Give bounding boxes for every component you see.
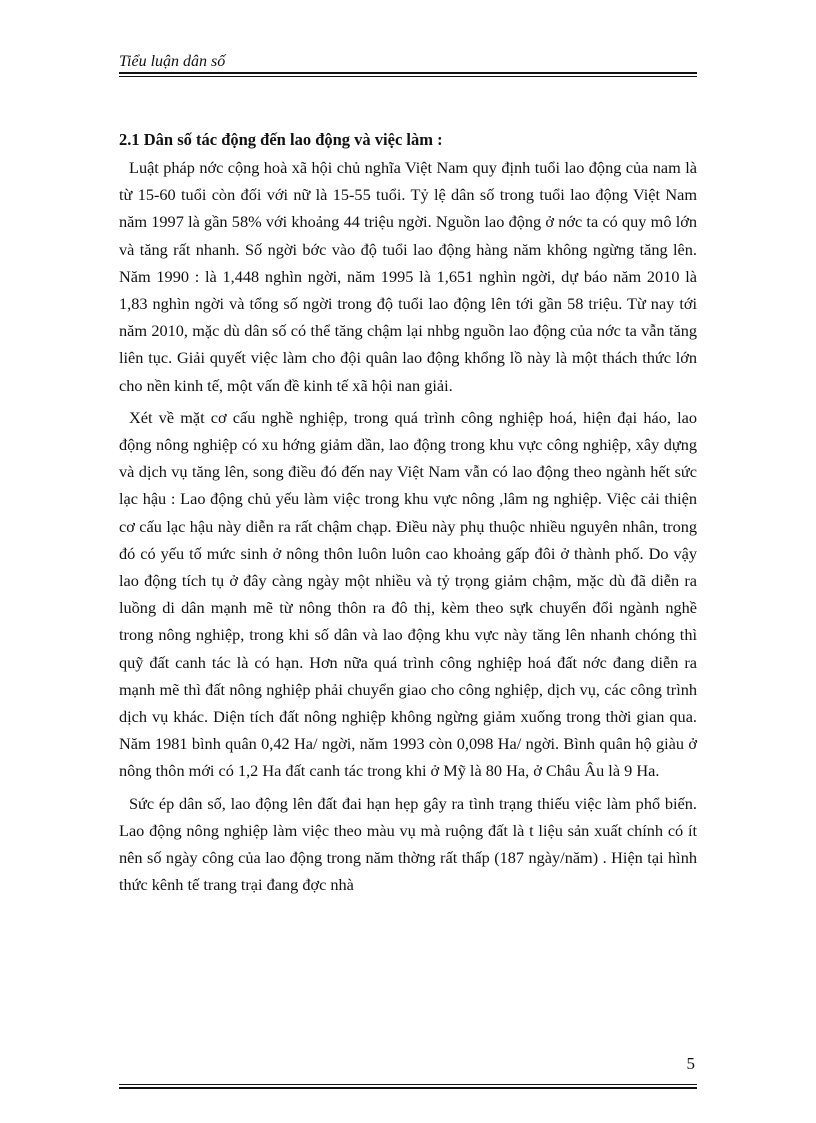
footer-rule-thin (119, 1084, 697, 1085)
header-rule-thick (119, 72, 697, 74)
page-number: 5 (686, 1054, 695, 1073)
page-content (119, 126, 697, 903)
paragraph-1: Luật pháp nớc cộng hoà xã hội chủ nghĩa Việt Nam quy định tuổi lao động của nam là từ 15-60 tuổi còn đối với nữ là 15-55 tuổi. Tỷ lệ dân số trong tuổi lao động Việt Nam năm 1997 là gần 58% với khoảng 44 triệu ngời. Nguồn lao động ở nớc ta có quy mô lớn và tăng rất nhanh. Số ngời bớc vào độ tuổi lao động hàng năm không ngừng tăng lên. Năm 1990 : là 1,448 nghìn ngời, năm 1995 là 1,651 nghìn ngời, dự báo năm 2010 là 1,83 nghìn ngời và tổng số ngời trong độ tuổi lao động lên tới gần 58 triệu. Từ nay tới năm 2010, mặc dù dân số có thể tăng chậm lại nhbg nguồn lao động của nớc ta vẫn tăng liên tục. Giải quyết việc làm cho đội quân lao động khổng lồ này là một thách thức lớn cho nền kinh tế, một vấn đề kinh tế xã hội nan giải. (119, 158, 697, 395)
header-rule-thin (119, 76, 697, 77)
paragraph-2: Xét về mặt cơ cấu nghề nghiệp, trong quá trình công nghiệp hoá, hiện đại háo, lao động nông nghiệp có xu hớng giảm dần, lao động trong khu vực công nghiệp, xây dựng và dịch vụ tăng lên, song điều đó đến nay Việt Nam vẫn có lao động theo ngành hết sức lạc hậu : Lao động chủ yếu làm việc trong khu vực nông ,lâm ng nghiệp. Việc cải thiện cơ cấu lạc hậu này diễn ra rất chậm chạp. Điều này phụ thuộc nhiều nguyên nhân, trong đó có yếu tố mức sinh ở nông thôn luôn luôn cao khoảng gấp đôi ở thành phố. Do vậy lao động tích tụ ở đây càng ngày một nhiều và tỷ trọng giảm chậm, mặc dù đã diễn ra luồng di dân mạnh mẽ từ nông thôn ra đô thị, kèm theo sựk chuyển đổi ngành nghề trong nông nghiệp, trong khi số dân và lao động khu vực này tăng lên nhanh chóng thì quỹ đất canh tác là có hạn. Hơn nữa quá trình công nghiệp hoá đất nớc đang diễn ra mạnh mẽ thì đất nông nghiệp phải chuyển giao cho công nghiệp, dịch vụ, các công trình dịch vụ khác. Diện tích đất nông nghiệp không ngừng giảm xuống trong thời gian qua. Năm 1981 bình quân 0,42 Ha/ ngời, năm 1993 còn 0,098 Ha/ ngời. Bình quân hộ giàu ở nông thôn mới có 1,2 Ha đất canh tác trong khi ở Mỹ là 80 Ha, ở Châu Âu là 9 Ha. (119, 407, 697, 781)
footer-rule-thick (119, 1087, 697, 1089)
header-title: Tiểu luận dân số (119, 53, 226, 70)
page-footer (119, 1053, 697, 1093)
page-header (119, 50, 697, 76)
section-heading: 2.1 Dân số tác động đến lao động và việc làm : (119, 130, 443, 149)
paragraph-3: Sức ép dân số, lao động lên đất đai hạn hẹp gây ra tình trạng thiếu việc làm phổ biến. Lao động nông nghiệp làm việc theo màu vụ mà ruộng đất là t liệu sản xuất chính có ít nên số ngày công của lao động trong năm thờng rất thấp (187 ngày/năm) . Hiện tại hình thức kênh tế trang trại đang đợc nhà (119, 793, 697, 895)
